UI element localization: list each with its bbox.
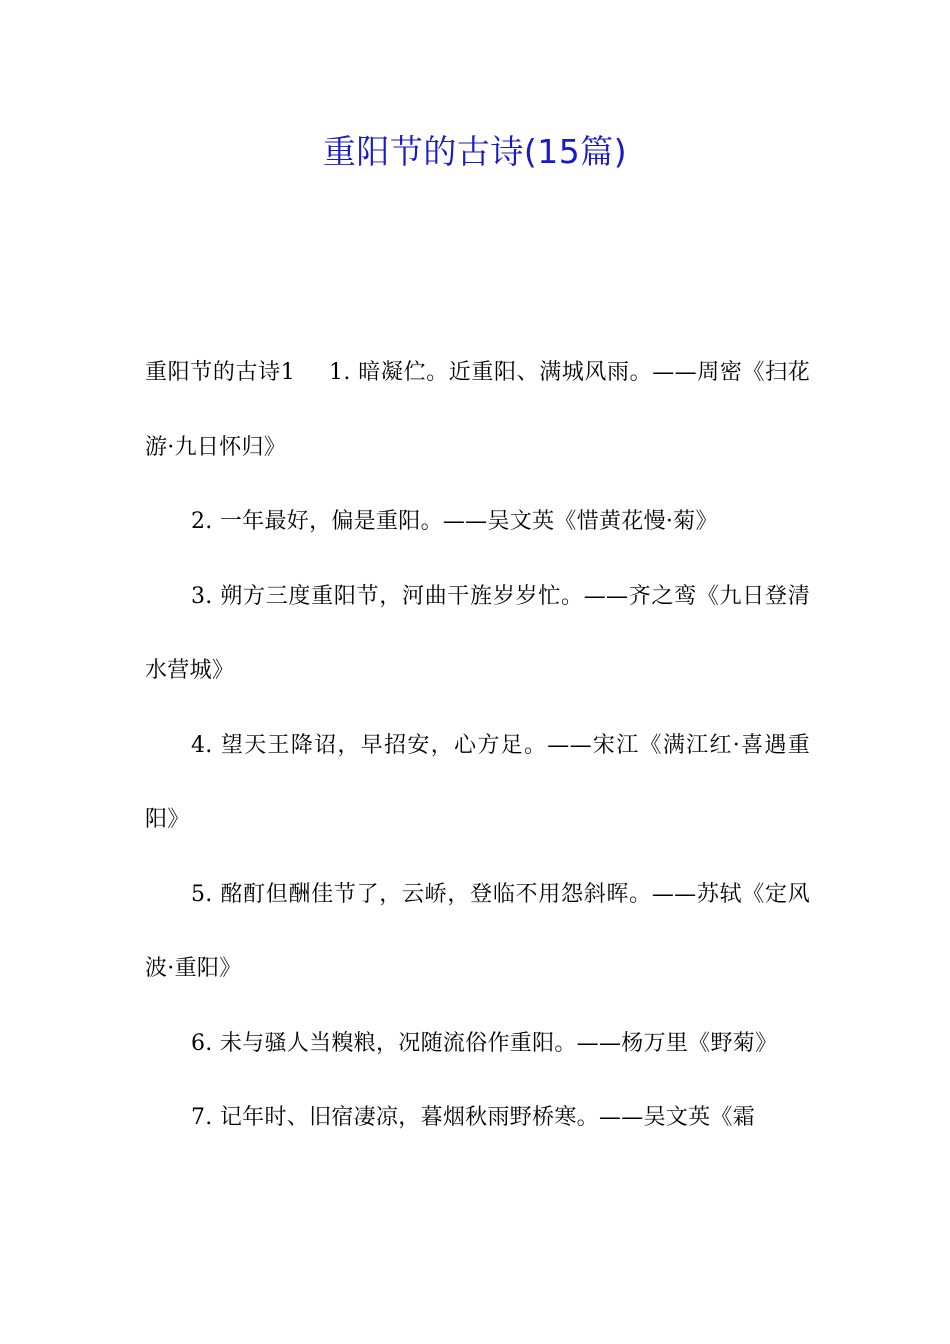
poem-line-6: 6. 未与骚人当糗粮，况随流俗作重阳。——杨万里《野菊》 — [191, 1030, 778, 1056]
paragraph-4 — [145, 709, 810, 858]
paragraph-5 — [145, 858, 810, 1007]
paragraph-7 — [145, 1081, 810, 1156]
document-body — [145, 336, 810, 1156]
intro-label: 重阳节的古诗1 — [145, 360, 296, 385]
paragraph-3 — [145, 560, 810, 709]
poem-line-3: 3. 朔方三度重阳节，河曲干旌岁岁忙。——齐之鸾《九日登清水营城》 — [145, 583, 810, 683]
poem-line-2: 2. 一年最好，偏是重阳。——吴文英《惜黄花慢·菊》 — [191, 509, 718, 534]
page-title: 重阳节的古诗(15篇) — [322, 132, 628, 171]
paragraph-1 — [145, 336, 810, 485]
poem-line-4: 4. 望天王降诏，早招安，心方足。——宋江《满江红·喜遇重阳》 — [145, 732, 810, 832]
paragraph-2 — [145, 485, 810, 560]
poem-line-1: 1. 暗凝伫。近重阳、满城风雨。——周密《扫花游·九日怀归》 — [145, 360, 810, 460]
paragraph-6 — [145, 1007, 810, 1082]
poem-line-5: 5. 酩酊但酬佳节了，云峤，登临不用怨斜晖。——苏轼《定风波·重阳》 — [145, 881, 810, 981]
poem-line-7: 7. 记年时、旧宿凄凉，暮烟秋雨野桥寒。——吴文英《霜 — [191, 1105, 756, 1130]
